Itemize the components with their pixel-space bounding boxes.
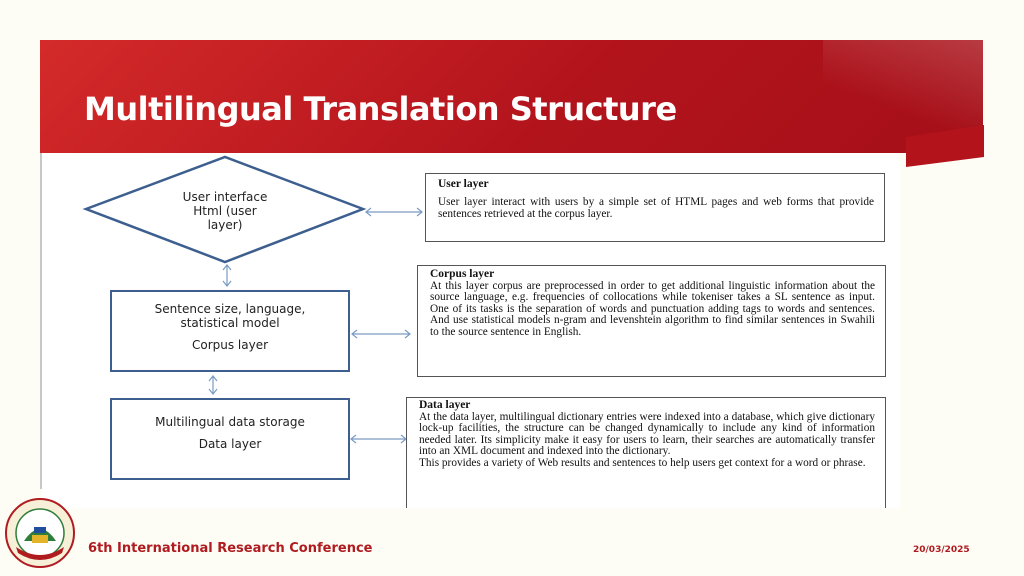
corpus-layer-description [417, 265, 886, 377]
node-spacer [112, 429, 348, 437]
title-banner [40, 40, 983, 153]
ribbon-decoration [906, 125, 986, 170]
university-crest-icon [4, 497, 76, 569]
node-line: Html (user [193, 204, 257, 218]
footer-date: 20/03/2025 [913, 545, 970, 555]
node-line: Data layer [198, 437, 262, 451]
data-layer-description [406, 397, 886, 508]
node-line: statistical model [180, 316, 280, 330]
data-node [110, 398, 350, 480]
description-body: User layer interact with users by a simple set of HTML pages and web forms that provide sentences retrieved at the corpus layer. [438, 196, 874, 220]
node-line: Corpus layer [191, 338, 269, 352]
node-line: User interface [182, 190, 268, 204]
description-heading: Data layer [419, 399, 471, 411]
description-body-extra: This provides a variety of Web results and sentences to help users get context for a word or phrase. [419, 456, 866, 469]
node-line: Multilingual data storage [155, 415, 305, 429]
user-interface-node [160, 190, 290, 232]
footer-conference: 6th International Research Conference [88, 541, 373, 556]
node-line: layer) [207, 218, 243, 232]
description-heading: User layer [438, 178, 489, 190]
description-body: At the data layer, multilingual dictionary entries were indexed into a database, which give dictionary lock-up facilities, the structure can be changed dynamically to include any kind of information needed later. Its simplicity make it easy for users to learn, their searches are automatically transfer into an XML document and indexed into the dictionary. [419, 410, 875, 458]
slide-title: Multilingual Translation Structure [84, 90, 677, 128]
description-heading: Corpus layer [430, 268, 495, 280]
data-node-text [112, 415, 348, 451]
architecture-diagram [42, 153, 900, 508]
user-layer-description [425, 173, 885, 242]
node-line: Sentence size, language, [154, 302, 306, 316]
corpus-node [110, 290, 350, 372]
corpus-node-text [112, 302, 348, 352]
description-body: At this layer corpus are preprocessed in order to get additional linguistic information about the source language, e.g. frequencies of collocations while tokeniser takes a SL sentence as input. One of its tasks is the separation of words and punctuation adding tags to words and sentences. And use statistical models n-gram and levenshtein algorithm to find similar sentences in Swahili to the source sentence in English. [430, 279, 875, 338]
node-spacer [112, 330, 348, 338]
